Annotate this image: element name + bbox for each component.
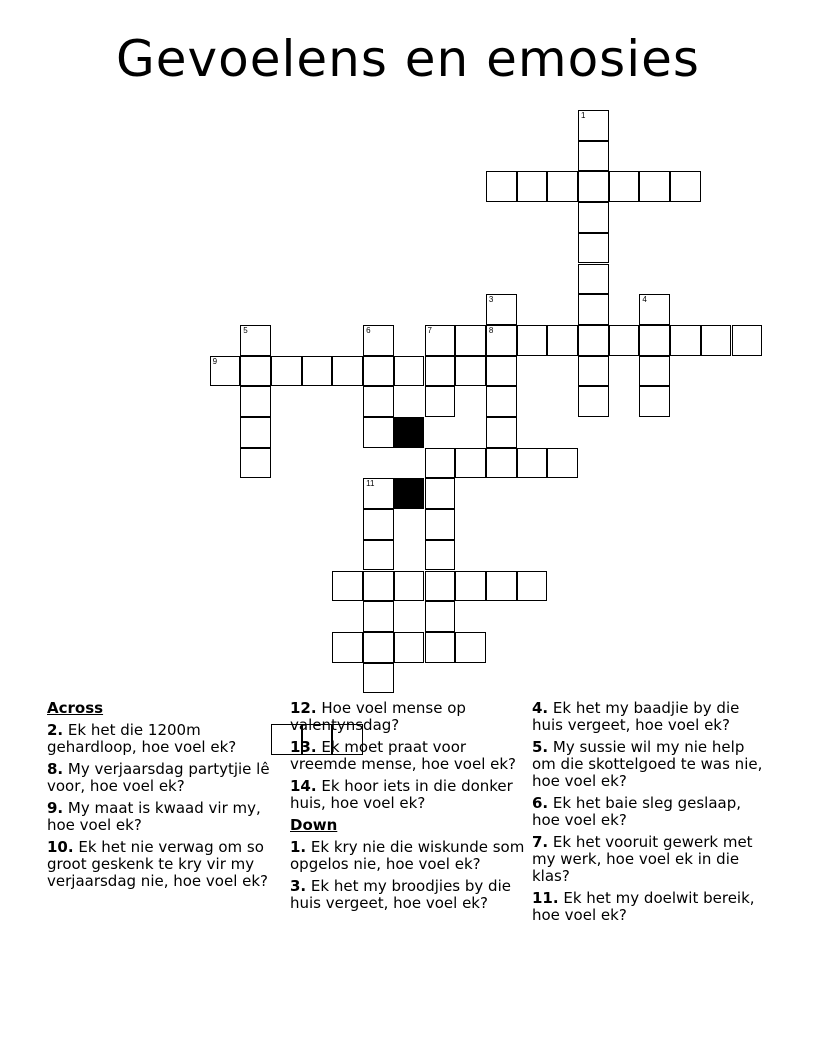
grid-cell[interactable] [363,356,394,387]
clue-number-label: 1 [581,111,586,120]
grid-cell[interactable] [609,171,640,202]
clue-number-label: 7 [427,325,432,335]
clue-number: 13. [290,738,317,756]
grid-cell[interactable] [486,386,517,417]
clue-number: 10. [47,838,74,856]
grid-cell[interactable] [425,448,456,479]
grid-cell[interactable] [670,171,701,202]
clue-number-label: 5 [243,325,248,335]
grid-cell[interactable] [425,571,456,602]
clue-text: Ek het baie sleg geslaap, hoe voel ek? [532,794,742,829]
clue-across-14 [290,778,525,812]
grid-cell[interactable] [578,202,609,233]
grid-cell[interactable] [517,171,548,202]
clue-number: 7. [532,833,549,851]
grid-cell[interactable] [425,386,456,417]
clue-number-label: 11 [366,479,375,489]
down-heading: Down [290,816,338,834]
grid-cell[interactable] [394,571,425,602]
grid-cell[interactable] [639,171,670,202]
clue-text: My verjaarsdag partytjie lê voor, hoe voel ek? [47,760,270,795]
clue-number: 3. [290,877,307,895]
grid-cell[interactable] [240,448,271,479]
clue-number-label: 6 [366,325,371,335]
clue-across-8 [47,761,279,795]
clue-number-label: 3 [488,295,494,305]
grid-cell[interactable] [394,632,425,663]
clue-text: Ek het my broodjies by die huis vergeet, hoe voel ek? [290,877,511,912]
grid-cell[interactable] [394,356,425,387]
clue-text: Ek hoor iets in die donker huis, hoe voel ek? [290,777,513,812]
clue-across-13 [290,739,525,773]
clue-text: Ek het nie verwag om so groot geskenk te kry vir my verjaarsdag nie, hoe voel ek? [47,838,269,890]
clue-down-7 [532,834,767,885]
grid-cell[interactable] [639,356,670,387]
grid-cell[interactable] [517,448,548,479]
grid-cell[interactable] [240,325,271,356]
grid-cell[interactable] [486,356,517,387]
clue-text: Hoe voel mense op valentynsdag? [290,699,466,734]
clue-across-10 [47,839,279,890]
grid-cell[interactable] [363,478,394,509]
grid-cell[interactable] [486,171,517,202]
grid-cell[interactable] [578,110,609,141]
clue-down-4 [532,700,767,734]
clue-text: Ek het vooruit gewerk met my werk, hoe voel ek in die klas? [532,833,753,885]
clue-number: 6. [532,794,549,812]
clue-number: 5. [532,738,549,756]
grid-cell[interactable] [486,325,517,356]
blocked-cell [394,478,425,509]
grid-cell[interactable] [486,417,517,448]
grid-cell[interactable] [240,417,271,448]
grid-cell[interactable] [547,171,578,202]
clue-number: 2. [47,721,64,739]
grid-cell[interactable] [578,356,609,387]
grid-cell[interactable] [363,386,394,417]
grid-cell[interactable] [455,571,486,602]
clue-number: 11. [532,889,559,907]
clue-across-2 [47,722,279,756]
grid-cell[interactable] [425,601,456,632]
grid-cell[interactable] [425,509,456,540]
grid-cell[interactable] [271,356,302,387]
grid-cell[interactable] [210,356,241,387]
clues-column-2 [290,700,525,917]
clue-number: 1. [290,838,307,856]
grid-cell[interactable] [455,356,486,387]
clue-number-label: 9 [212,356,218,366]
grid-cell[interactable] [240,356,271,387]
grid-cell[interactable] [332,571,363,602]
grid-cell[interactable] [517,325,548,356]
clue-down-5 [532,739,767,790]
grid-cell[interactable] [578,386,609,417]
grid-cell[interactable] [486,294,517,325]
grid-cell[interactable] [455,632,486,663]
clue-number: 14. [290,777,317,795]
grid-cell[interactable] [363,325,394,356]
grid-cell[interactable] [486,448,517,479]
across-heading: Across [47,699,104,717]
grid-cell[interactable] [425,540,456,571]
grid-cell[interactable] [578,233,609,264]
page-title: Gevoelens en emosies [116,30,700,88]
grid-cell[interactable] [578,325,609,356]
grid-cell[interactable] [363,571,394,602]
clue-text: Ek het my baadjie by die huis vergeet, hoe voel ek? [532,699,740,734]
grid-cell[interactable] [363,540,394,571]
grid-cell[interactable] [486,571,517,602]
clue-text: Ek kry nie die wiskunde som opgelos nie, hoe voel ek? [290,838,525,873]
clue-across-12 [290,700,525,734]
grid-cell[interactable] [363,632,394,663]
grid-cell[interactable] [578,294,609,325]
grid-cell[interactable] [732,325,763,356]
grid-cell[interactable] [701,325,732,356]
clue-number: 9. [47,799,64,817]
clue-text: My maat is kwaad vir my, hoe voel ek? [47,799,261,834]
grid-cell[interactable] [670,325,701,356]
clues-column-3 [532,700,767,929]
clue-text: My sussie wil my nie help om die skottelgoed te was nie, hoe voel ek? [532,738,763,790]
grid-cell[interactable] [425,325,456,356]
blocked-cell [394,417,425,448]
grid-cell[interactable] [517,571,548,602]
clue-number-label: 8 [488,325,494,335]
grid-cell[interactable] [547,325,578,356]
clue-number: 8. [47,760,64,778]
clue-text: Ek het die 1200m gehardloop, hoe voel ek? [47,721,237,756]
clue-down-1 [290,839,525,873]
grid-cell[interactable] [455,448,486,479]
grid-cell[interactable] [363,601,394,632]
grid-cell[interactable] [425,478,456,509]
grid-cell[interactable] [363,509,394,540]
clue-across-9 [47,800,279,834]
grid-cell[interactable] [639,325,670,356]
clue-down-6 [532,795,767,829]
grid-cell[interactable] [578,171,609,202]
grid-cell[interactable] [578,141,609,172]
grid-cell[interactable] [240,386,271,417]
grid-cell[interactable] [609,325,640,356]
grid-cell[interactable] [639,386,670,417]
grid-cell[interactable] [425,632,456,663]
clue-down-3 [290,878,525,912]
clue-text: Ek het my doelwit bereik, hoe voel ek? [532,889,755,924]
grid-cell[interactable] [639,294,670,325]
clue-number-label: 4 [642,295,647,305]
grid-cell[interactable] [363,417,394,448]
grid-cell[interactable] [425,356,456,387]
grid-cell[interactable] [332,356,363,387]
clue-number: 12. [290,699,317,717]
grid-cell[interactable] [363,663,394,694]
grid-cell[interactable] [578,264,609,295]
grid-cell[interactable] [332,632,363,663]
grid-cell[interactable] [302,356,333,387]
clue-down-11 [532,890,767,924]
clue-text: Ek moet praat voor vreemde mense, hoe voel ek? [290,738,517,773]
clues-column-1 [47,700,279,895]
clue-number: 4. [532,699,549,717]
grid-cell[interactable] [455,325,486,356]
grid-cell[interactable] [547,448,578,479]
